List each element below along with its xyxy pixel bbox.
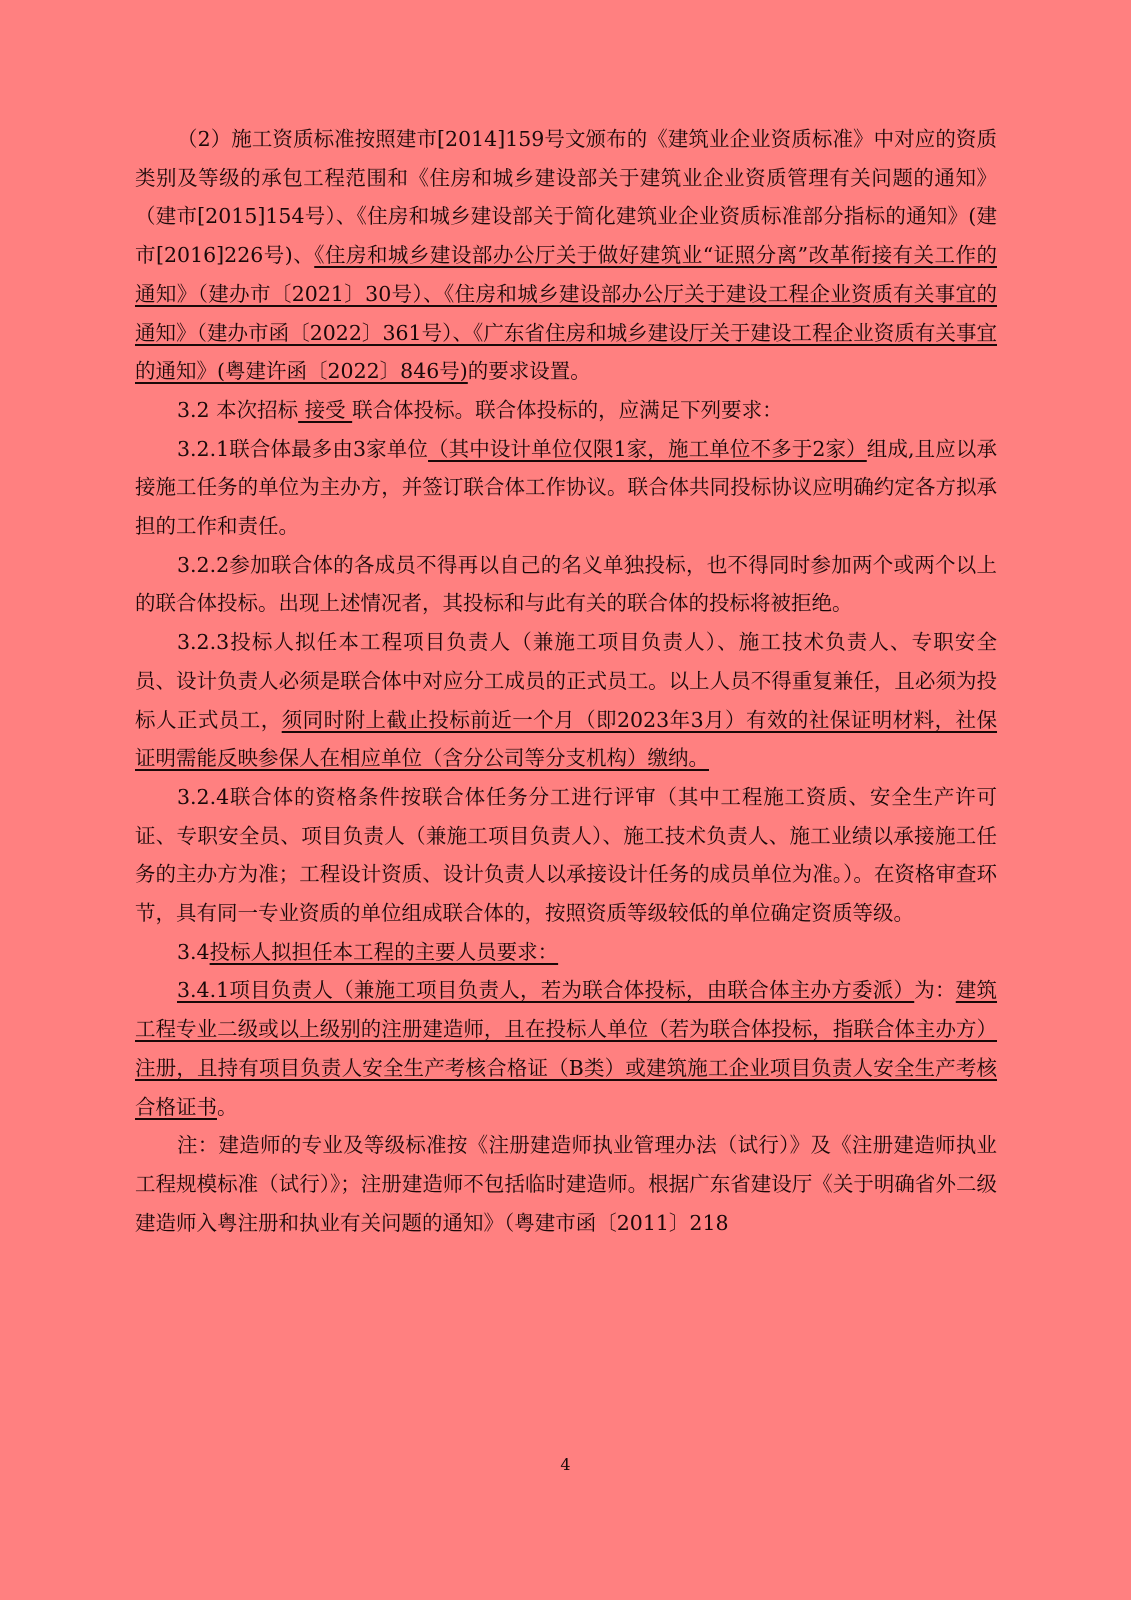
- text-span: 为：: [914, 978, 956, 1003]
- paragraph-3-2-4: 3.2.4联合体的资格条件按联合体任务分工进行评审（其中工程施工资质、安全生产许可证、专职安全员、项目负责人（兼施工项目负责人）、施工技术负责人、施工业绩以承接施工任务的主办方为准；工程设计资质、设计负责人以承接设计任务的成员单位为准。）。在资格审查环节，具有同一专业资质的单位组成联合体的，按照资质等级较低的单位确定资质等级。: [135, 784, 997, 926]
- page-number: 4: [560, 1455, 571, 1474]
- underlined-text: 施工单位不多于2家）: [668, 436, 867, 461]
- paragraph-note: 注：建造师的专业及等级标准按《注册建造师执业管理办法（试行）》及《注册建造师执业工程规模标准（试行）》；注册建造师不包括临时建造师。根据广东省建设厅《关于明确省外二级建造师入粤注册和执业有关问题的通知》（粤建市函〔2011〕218: [135, 1133, 997, 1235]
- text-span: 组成,且应以承接施工任务的单位为主办方，并签订联合体工作协议。联合体共同投标协议应明确约定各方拟承担的工作和责任。: [135, 436, 998, 539]
- underlined-text: 3.4.1项目负责人（兼施工项目负责人，若为联合体投标，由联合体主办方委派）: [177, 978, 915, 1003]
- text-span: 3.4: [177, 939, 210, 964]
- paragraph-3-2: [135, 391, 997, 430]
- paragraph-3-2-2: 3.2.2参加联合体的各成员不得再以自己的名义单独投标，也不得同时参加两个或两个以上的联合体投标。出现上述情况者，其投标和与此有关的联合体的投标将被拒绝。: [135, 552, 997, 616]
- text-span: 3.2 本次招标: [177, 397, 299, 422]
- underlined-text: 建筑工程专业二级或以上级别的注册建造师，且在投标人单位（若为联合体投标，指联合体主办方）注册，且持有项目负责人安全生产考核合格证（B类）或建筑施工企业项目负责人安全生产考核合格证书: [135, 978, 998, 1119]
- paragraph-3-2-3: [135, 623, 997, 778]
- text-span: （2）施工资质标准按照建市[2014]159号文颁布的《建筑业企业资质标准》中对应的资质类别及等级的承包工程范围和《住房和城乡建设部关于建筑业企业资质管理有关问题的通知》（建市[2015]154号）、《住房和城乡建设部关于简化建筑业企业资质标准部分指标的通知》(建市[2016]226号)、: [135, 127, 997, 268]
- underlined-text: 须同时附上截止投标前近一个月（即2023年3月）有效的社保证明材料，社保证明需能反映参保人在相应单位（含分公司等分支机构）缴纳。: [135, 707, 998, 771]
- paragraph-3-4-1: [135, 971, 997, 1126]
- underlined-text: 接受: [298, 397, 353, 422]
- document-body: [135, 120, 997, 1242]
- paragraph-qualification-standard: [135, 120, 997, 391]
- paragraph-3-4: [135, 933, 997, 972]
- text-span: 。: [217, 1094, 238, 1119]
- paragraph-3-2-1: [135, 430, 997, 546]
- underlined-text: （其中设计单位仅限1家，: [428, 436, 669, 461]
- underlined-text: 投标人拟担任本工程的主要人员要求：: [209, 939, 559, 964]
- text-span: 联合体投标。联合体投标的，应满足下列要求：: [352, 397, 783, 422]
- text-span: 3.2.1联合体最多由3家单位: [177, 436, 429, 461]
- text-span: 3.2.3投标人拟任本工程项目负责人（兼施工项目负责人）、施工技术负责人、专职安全员、设计负责人必须是联合体中对应分工成员的正式员工。以上人员不得重复兼任，且必须为投标人正式员工，: [135, 630, 997, 732]
- text-span: 的要求设置。: [467, 359, 591, 384]
- underlined-text: 《住房和城乡建设部办公厅关于做好建筑业“证照分离”改革衔接有关工作的通知》（建办市〔2021〕30号）、《住房和城乡建设部办公厅关于建设工程企业资质有关事宜的通知》（建办市函〔2022〕361号）、《广东省住房和城乡建设厅关于建设工程企业资质有关事宜的通知》(粤建许函〔2022〕846号): [135, 243, 997, 384]
